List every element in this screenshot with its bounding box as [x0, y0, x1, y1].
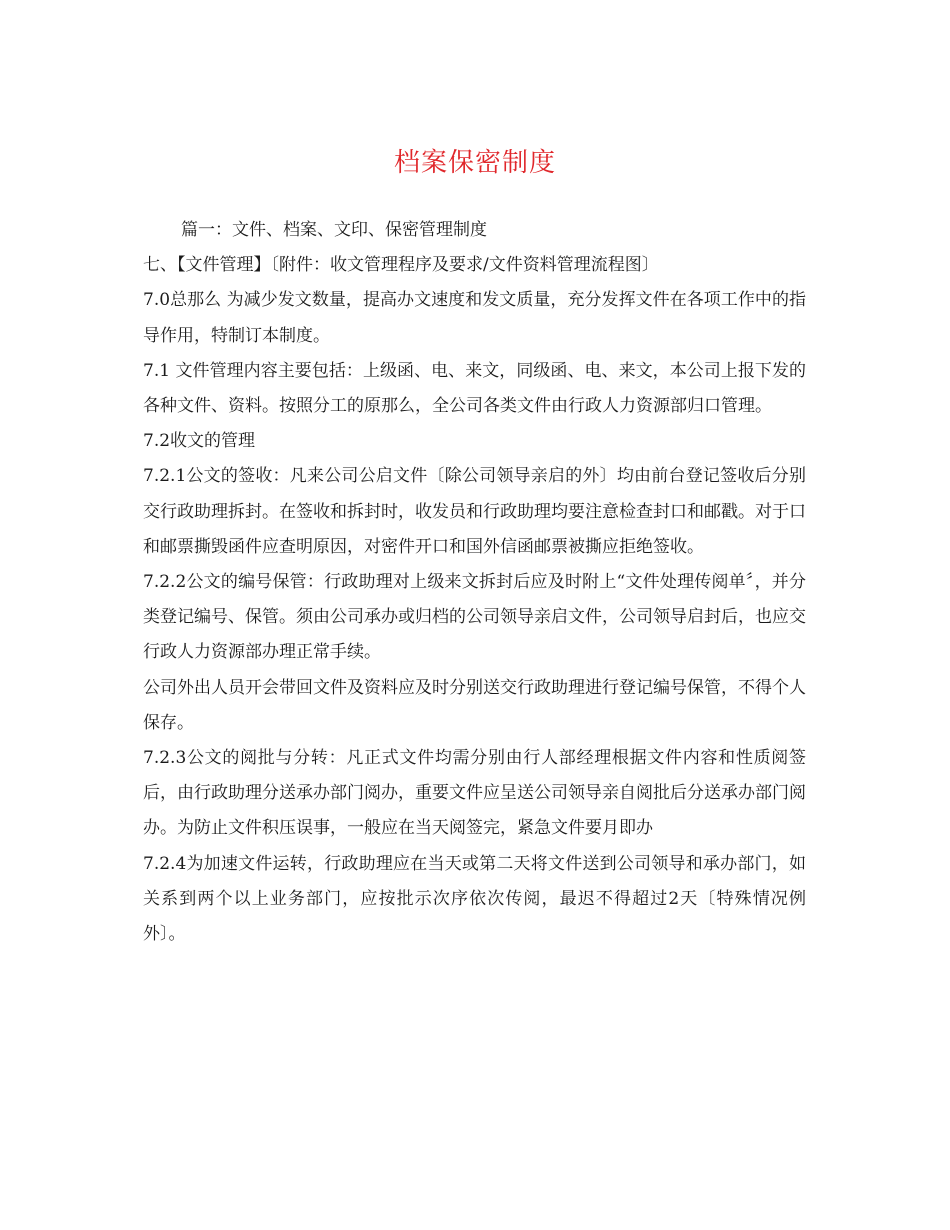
paragraph: 7.2收文的管理 [143, 431, 256, 452]
section-heading: 篇一：文件、档案、文印、保密管理制度 [181, 220, 487, 240]
paragraph: 7.1 文件管理内容主要包括：上级函、电、来文，同级函、电、来文，本公司上报下发的各种文件、资料。按照分工的原那么，全公司各类文件由行政人力资源部归口管理。 [143, 360, 806, 417]
paragraph: 7.2.4为加速文件运转，行政助理应在当天或第二天将文件送到公司领导和承办部门，如关系到两个以上业务部门，应按批示次序依次传阅，最迟不得超过2天〔特殊情况例外〕。 [143, 853, 806, 945]
paragraph: 7.2.3公文的阅批与分转：凡正式文件均需分别由行人部经理根据文件内容和性质阅签后，由行政助理分送承办部门阅办，重要文件应呈送公司领导亲自阅批后分送承办部门阅办。为防止文件积压误事，一般应在当天阅签完，紧急文件要月即办 [143, 748, 806, 839]
paragraph: 7.2.1公文的签收：凡来公司公启文件〔除公司领导亲启的外〕均由前台登记签收后分别交行政助理拆封。在签收和拆封时，收发员和行政助理均要注意检查封口和邮戳。对于口和邮票撕毁函件应查明原因，对密件开口和国外信函邮票被撕应拒绝签收。 [143, 466, 806, 557]
page-title: 档案保密制度 [393, 148, 556, 178]
paragraph: 公司外出人员开会带回文件及资料应及时分别送交行政助理进行登记编号保管，不得个人保存。 [143, 677, 806, 733]
document-body [143, 213, 806, 952]
paragraph: 7.0总那么 为减少发文数量，提高办文速度和发文质量，充分发挥文件在各项工作中的指导作用，特制订本制度。 [143, 290, 806, 346]
paragraph: 七、【文件管理】〔附件：收文管理程序及要求/文件资料管理流程图〕 [143, 255, 659, 276]
paragraph: 7.2.2公文的编号保管：行政助理对上级来文拆封后应及时附上“文件处理传阅单〞，并分类登记编号、保管。须由公司承办或归档的公司领导亲启文件，公司领导启封后，也应交行政人力资源部办理正常手续。 [143, 572, 806, 663]
